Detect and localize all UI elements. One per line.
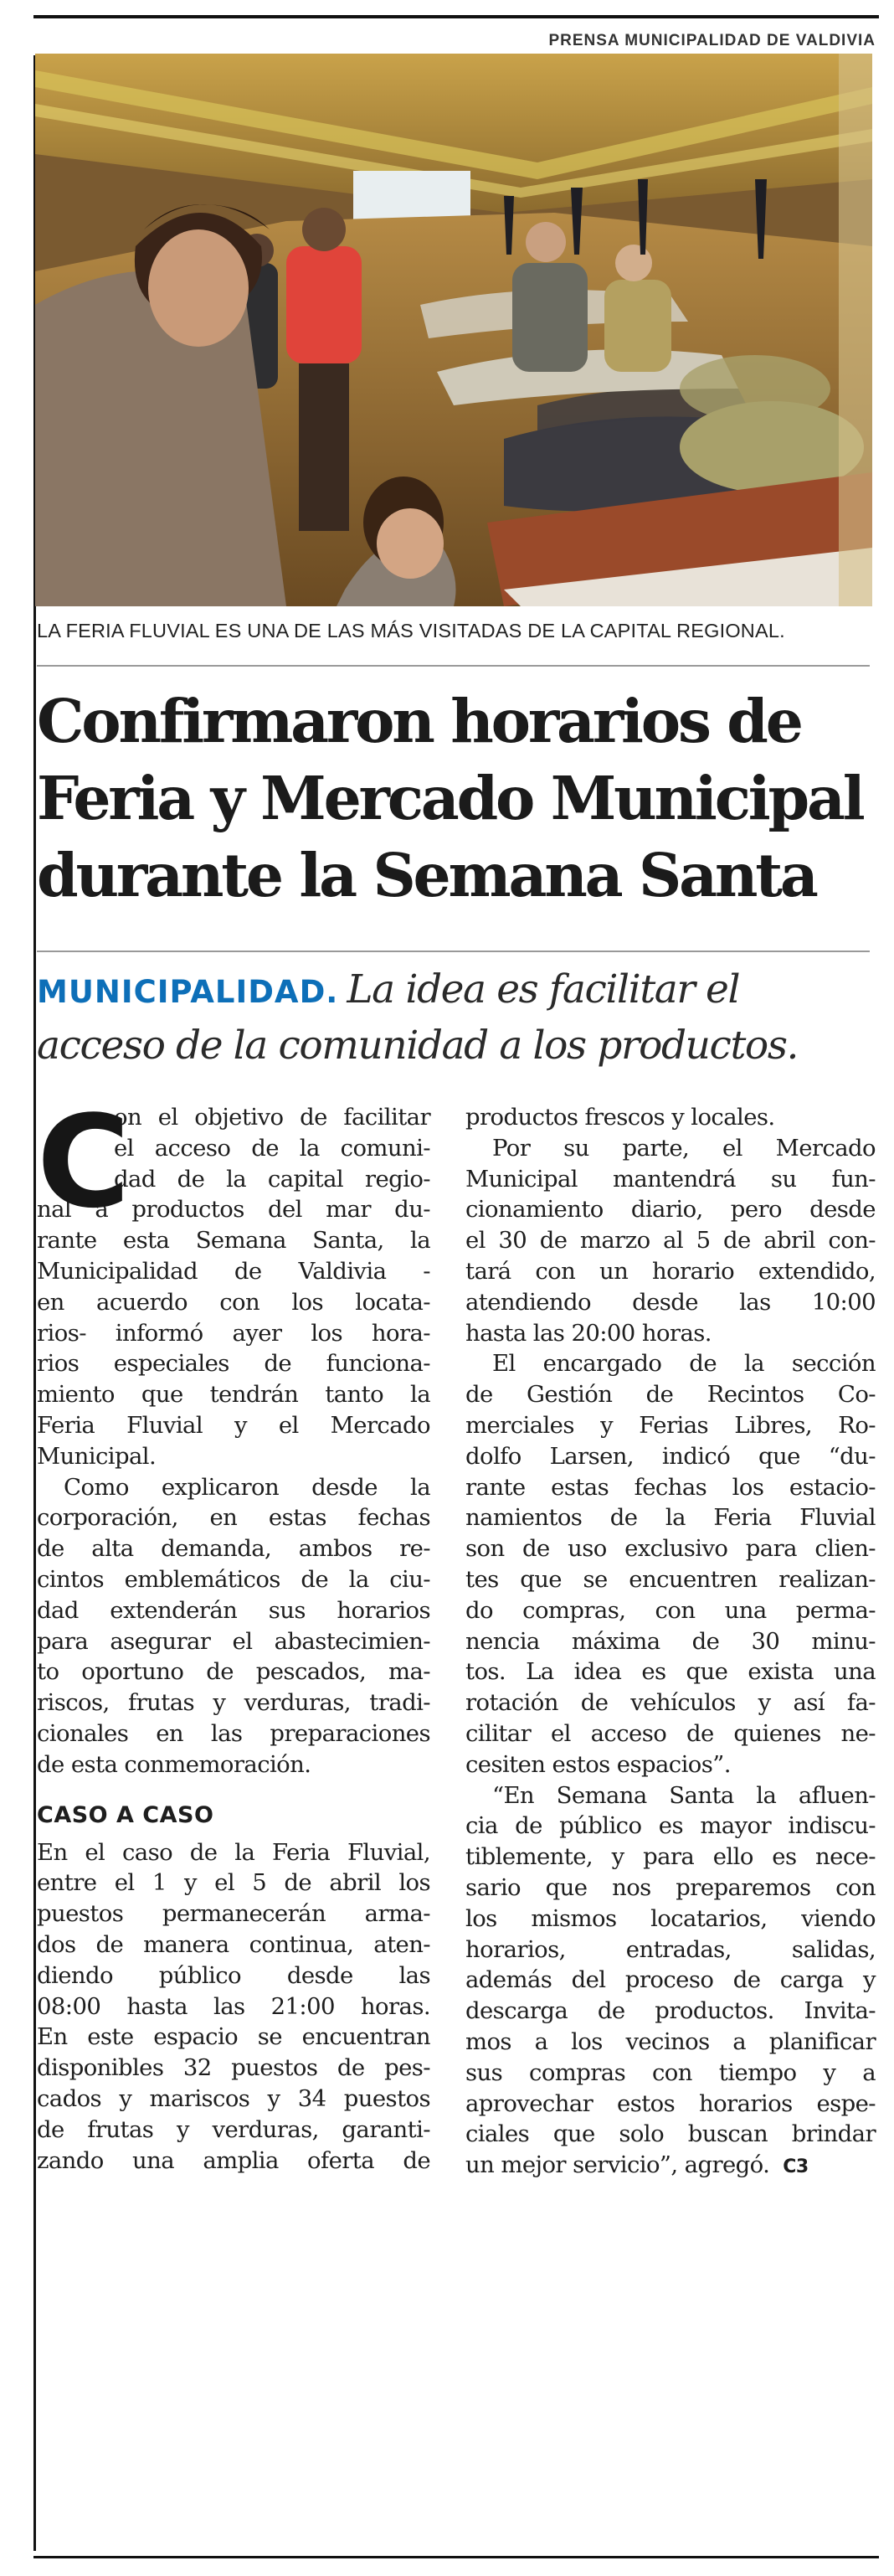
- text-line: diendo público desde las: [37, 1961, 430, 1989]
- text-line: cilitar el acceso de quienes ne-: [465, 1719, 876, 1747]
- text-line: El encargado de la sección: [492, 1350, 876, 1378]
- text-line: hasta las 20:00 horas.: [465, 1319, 712, 1347]
- text-line: dolfo Larsen, indicó que “du-: [465, 1442, 876, 1470]
- paragraph-mercado: [465, 1135, 876, 1351]
- text-line: sario que nos preparemos con: [465, 1873, 876, 1901]
- drop-cap: C: [37, 1088, 130, 1236]
- headline-line: Feria y Mercado Municipal: [37, 763, 863, 833]
- text-line: cados y mariscos y 34 puestos: [37, 2084, 430, 2112]
- text-line: mos a los vecinos a planificar: [465, 2027, 876, 2055]
- top-rule: [33, 15, 879, 18]
- text-line: nal a productos del mar du-: [37, 1196, 430, 1224]
- subhead: CASO A CASO: [37, 1801, 214, 1828]
- text-line-final: un mejor servicio”, agregó.: [465, 2151, 770, 2179]
- text-line: Feria Fluvial y el Mercado: [37, 1411, 430, 1439]
- text-line: aprovechar estos horarios espe-: [465, 2089, 876, 2117]
- text-line: 08:00 hasta las 21:00 horas.: [37, 1992, 430, 2020]
- text-line: miento que tendrán tanto la: [37, 1381, 430, 1409]
- text-line: dad extenderán sus horarios: [37, 1596, 430, 1624]
- text-line: Por su parte, el Mercado: [492, 1134, 876, 1162]
- caption-divider: [37, 665, 870, 667]
- text-line: nencia máxima de 30 minu-: [465, 1627, 876, 1655]
- text-line: En este espacio se encuentran: [37, 2023, 430, 2051]
- text-line: atendiendo desde las 10:00: [465, 1288, 876, 1316]
- text-line: tos. La idea es que exista una: [465, 1658, 876, 1686]
- text-line: entre el 1 y el 5 de abril los: [37, 1869, 430, 1897]
- text-line: corporación, en estas fechas: [37, 1504, 430, 1532]
- section-label: MUNICIPALIDAD.: [37, 974, 339, 1010]
- text-line: dad de la capital regio-: [114, 1165, 430, 1193]
- article-column-left: [37, 1088, 430, 2177]
- bottom-rule: [33, 2556, 879, 2558]
- text-line: descarga de productos. Invita-: [465, 1997, 876, 2025]
- text-line: do compras, con una perma-: [465, 1596, 876, 1624]
- text-line: on el objetivo de facilitar: [114, 1104, 430, 1131]
- text-line: zando una amplia oferta de: [37, 2146, 430, 2174]
- text-line: ciales que solo buscan brindar: [465, 2120, 876, 2148]
- text-line: tiblemente, y para ello es nece-: [465, 1843, 876, 1871]
- text-line: Municipalidad de Valdivia -: [37, 1257, 430, 1285]
- headline-line: Confirmaron horarios de: [37, 686, 801, 756]
- text-line: En el caso de la Feria Fluvial,: [37, 1838, 430, 1866]
- spacer: [37, 1782, 430, 1797]
- text-line: Municipal mantendrá su fun-: [465, 1165, 876, 1193]
- text-line: namientos de la Feria Fluvial: [465, 1504, 876, 1532]
- text-line: horarios, entradas, salidas,: [465, 1935, 876, 1963]
- text-line: “En Semana Santa la afluen-: [492, 1781, 876, 1809]
- text-line: to oportuno de pescados, ma-: [37, 1658, 430, 1686]
- text-line: de frutas y verduras, garanti-: [37, 2115, 430, 2143]
- text-line: para asegurar el abastecimien-: [37, 1627, 430, 1655]
- text-line: dos de manera continua, aten-: [37, 1930, 430, 1958]
- lead-line-1: [37, 963, 874, 1019]
- paragraph-feria-fluvial: [37, 1839, 430, 2178]
- photo-caption: LA FERIA FLUVIAL ES UNA DE LAS MÁS VISITADAS DE LA CAPITAL REGIONAL.: [37, 620, 785, 641]
- article-column-right: [465, 1104, 876, 2182]
- text-line: los mismos locatarios, viendo: [465, 1904, 876, 1932]
- text-line: cesiten estos espacios”.: [465, 1750, 731, 1778]
- text-line: de Gestión de Recintos Co-: [465, 1381, 876, 1409]
- end-mark: C3: [783, 2156, 809, 2178]
- paragraph-continuation: [465, 1104, 876, 1135]
- headline: [37, 683, 874, 914]
- text-line: cia de público es mayor indiscu-: [465, 1812, 876, 1840]
- market-photo: [35, 54, 872, 606]
- text-line: disponibles 32 puestos de pes-: [37, 2054, 430, 2082]
- text-line: rotación de vehículos y así fa-: [465, 1689, 876, 1717]
- text-line: son de uso exclusivo para clien-: [465, 1535, 876, 1563]
- text-line: de esta conmemoración.: [37, 1750, 311, 1778]
- text-line: en acuerdo con los locata-: [37, 1288, 430, 1316]
- text-line: puestos permanecerán arma-: [37, 1900, 430, 1928]
- text-line: rios especiales de funciona-: [37, 1350, 430, 1378]
- text-line: de alta demanda, ambos re-: [37, 1535, 430, 1563]
- text-line: riscos, frutas y verduras, tradi-: [37, 1689, 430, 1717]
- lead-text: La idea es facilitar el: [347, 966, 740, 1012]
- text-line: el 30 de marzo al 5 de abril con-: [465, 1227, 876, 1255]
- lead-line-2: acceso de la comunidad a los productos.: [37, 1023, 799, 1069]
- text-line: el acceso de la comuni-: [114, 1134, 430, 1162]
- text-line: rante esta Semana Santa, la: [37, 1227, 430, 1255]
- paragraph-corporation: [37, 1474, 430, 1782]
- text-line: merciales y Ferias Libres, Ro-: [465, 1411, 876, 1439]
- text-line: cionales en las preparaciones: [37, 1719, 430, 1747]
- text-line: tará con un horario extendido,: [465, 1257, 876, 1285]
- paragraph-larsen: [465, 1350, 876, 1781]
- text-line: rios- informó ayer los hora-: [37, 1319, 430, 1347]
- text-line: cionamiento diario, pero desde: [465, 1196, 876, 1224]
- text-line: cintos emblemáticos de la ciu-: [37, 1565, 430, 1593]
- text-line: Municipal.: [37, 1442, 157, 1470]
- text-line: rante estas fechas los estacio-: [465, 1473, 876, 1501]
- photo-credit: PRENSA MUNICIPALIDAD DE VALDIVIA: [548, 32, 876, 49]
- text-line: tes que se encuentren realizan-: [465, 1565, 876, 1593]
- text-line: [465, 2151, 876, 2182]
- text-line: Como explicaron desde la: [64, 1473, 430, 1501]
- lead-deck: [37, 963, 874, 1073]
- headline-divider: [37, 951, 870, 952]
- text-line: sus compras con tiempo y a: [465, 2058, 876, 2086]
- text-line: además del proceso de carga y: [465, 1966, 876, 1994]
- paragraph-quote: [465, 1782, 876, 2182]
- headline-line: durante la Semana Santa: [37, 840, 816, 910]
- text-line: productos frescos y locales.: [465, 1104, 775, 1131]
